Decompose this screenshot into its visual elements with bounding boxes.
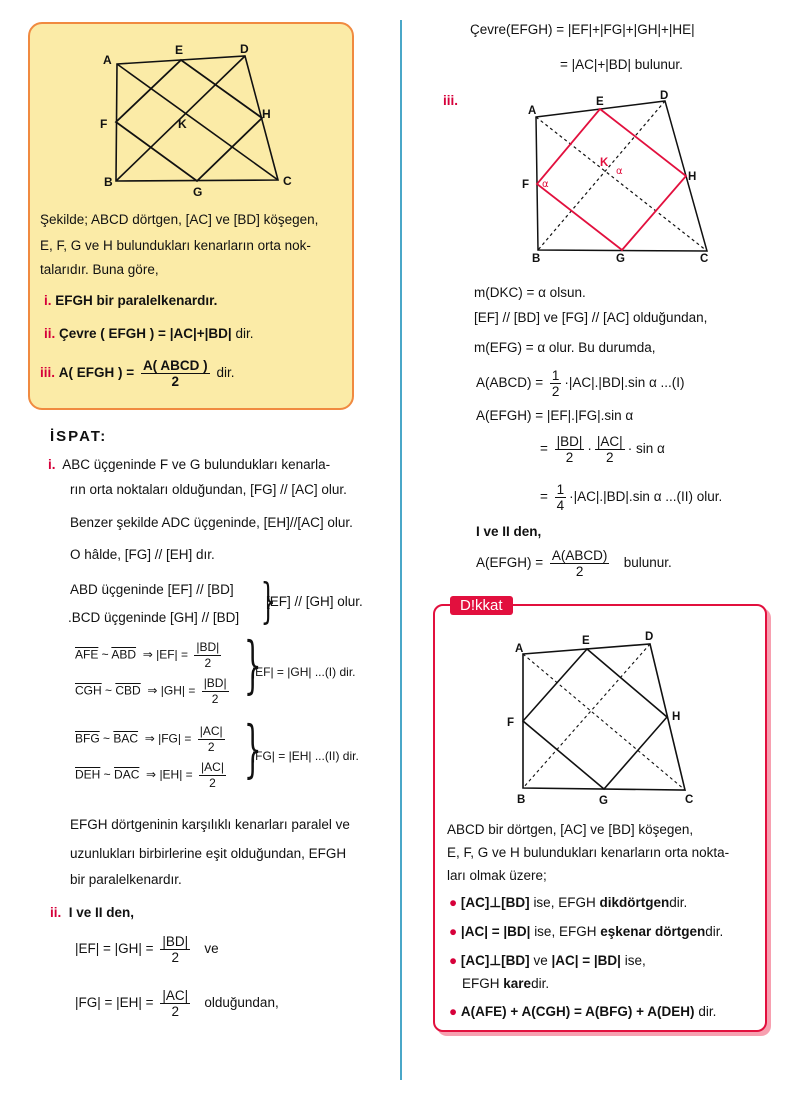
label-K: K <box>600 157 609 169</box>
proof-deh-row: $\overline{DEH}$ ~ $\overline{DAC}$ ⇒ |EH| = $\frac{|AC|}{2}$ <box>75 760 224 790</box>
proof-p3: bir paralelkenardır. <box>70 872 182 887</box>
dikkat-t1: ABCD bir dörtgen, [AC] ve [BD] köşegen, <box>447 822 694 837</box>
quadrilateral-figure-3 <box>505 630 715 810</box>
proof-i-line2: rın orta noktaları olduğundan, [FG] // [AC] olur. <box>70 482 347 497</box>
dikkat-bullet-2: ● |AC| = |BD| ise, EFGH eşkenar dörtgendir. <box>449 924 724 939</box>
proof-p1: EFGH dörtgeninin karşılıklı kenarları paralel ve <box>70 817 350 832</box>
m-line-3: m(EFG) = α olur. Bu durumda, <box>474 340 656 355</box>
dikkat-bullet-3: ● [AC]⊥[BD] ve |AC| = |BD| ise, <box>449 953 646 968</box>
proof-cgh-row: $\overline{CGH}$ ~ $\overline{CBD}$ ⇒ |GH| = $\frac{|BD|}{2}$ <box>75 676 227 706</box>
label-B: B <box>517 794 526 806</box>
cevre-line-2: = |AC|+|BD| bulunur. <box>560 57 683 72</box>
right-iv: I ve II den, <box>476 524 542 539</box>
box1-desc-3: talarıdır. Buna göre, <box>40 262 159 277</box>
label-G: G <box>599 795 608 807</box>
alpha-k: α <box>616 166 623 177</box>
box1-item-i: i. EFGH bir paralelkenardır. <box>44 293 218 308</box>
label-C: C <box>283 174 292 188</box>
quadrilateral-figure-1 <box>95 40 305 200</box>
proof-ii: ii. I ve II den, <box>50 905 135 920</box>
label-A: A <box>103 53 112 67</box>
right-iii-num: iii. <box>443 93 459 108</box>
box1-desc-2: E, F, G ve H bulundukları kenarların orta nok- <box>40 238 311 253</box>
label-H: H <box>672 711 681 723</box>
brace-3: } <box>243 712 262 785</box>
label-C: C <box>700 253 709 265</box>
label-G: G <box>193 185 203 199</box>
proof-bcd: .BCD üçgeninde [GH] // [BD] <box>68 610 240 625</box>
label-H: H <box>262 107 271 121</box>
label-C: C <box>685 794 694 806</box>
label-E: E <box>582 635 590 647</box>
area-eq-2: A(EFGH) = |EF|.|FG|.sin α <box>476 408 634 423</box>
label-A: A <box>515 643 524 655</box>
dikkat-t3: ları olmak üzere; <box>447 868 547 883</box>
column-divider <box>400 20 402 1080</box>
label-D: D <box>240 42 249 56</box>
m-line-1: m(DKC) = α olsun. <box>474 285 586 300</box>
proof-eq2: |FG| = |EH| = $\frac{|AC|}{2}$ olduğundan, <box>75 988 279 1019</box>
dikkat-bullet-4: ● A(AFE) + A(CGH) = A(BFG) + A(DEH) dir. <box>449 1004 717 1019</box>
brace-2: } <box>243 628 262 701</box>
label-H: H <box>688 171 697 183</box>
dikkat-t2: E, F, G ve H bulundukları kenarların orta nokta- <box>447 845 730 860</box>
proof-result-2: |FG| = |EH| ...(II) dir. <box>252 749 359 763</box>
proof-eq1: |EF| = |GH| = $\frac{|BD|}{2}$ ve <box>75 934 219 965</box>
label-E: E <box>175 43 184 57</box>
final-eq: A(EFGH) = $\frac{\text{A(ABCD)}}{2}$ bulunur. <box>476 548 672 579</box>
proof-i-line3: Benzer şekilde ADC üçgeninde, [EH]//[AC] olur. <box>70 515 353 530</box>
brace-1: } <box>260 573 276 629</box>
proof-i-line1: i. ABC üçgeninde F ve G bulundukları kenarla- <box>48 457 331 472</box>
cevre-line-1: Çevre(EFGH) = |EF|+|FG|+|GH|+|HE| <box>470 22 695 37</box>
area-eq-4: = $\frac{1}{4}$ ·|AC|.|BD|.sin α ...(II) olur. <box>540 482 723 513</box>
proof-title: İSPAT: <box>50 428 108 445</box>
area-eq-1: A(ABCD) = $\frac{1}{2}$ ·|AC|.|BD|.sin α ...(I) <box>476 368 685 399</box>
m-line-2: [EF] // [BD] ve [FG] // [AC] olduğundan, <box>474 310 708 325</box>
box1-desc-1: Şekilde; ABCD dörtgen, [AC] ve [BD] köşegen, <box>40 212 319 227</box>
box1-item-iii: iii. A( EFGH ) = $\frac{\text{A( ABCD )}}{2}$ dir. <box>40 358 235 389</box>
dikkat-tag: D!kkat <box>450 596 513 615</box>
label-F: F <box>507 717 515 729</box>
label-B: B <box>532 253 541 265</box>
proof-result-1: |EF| = |GH| ...(I) dir. <box>252 665 356 679</box>
label-D: D <box>660 90 669 102</box>
proof-ef-gh: [EF] // [GH] olur. <box>266 594 363 609</box>
label-E: E <box>596 96 604 108</box>
proof-afe-row: $\overline{AFE}$ ~ $\overline{ABD}$ ⇒ |EF| = $\frac{|BD|}{2}$ <box>75 640 220 670</box>
proof-bfg-row: $\overline{BFG}$ ~ $\overline{BAC}$ ⇒ |FG| = $\frac{|AC|}{2}$ <box>75 724 223 754</box>
proof-i-line4: O hâlde, [FG] // [EH] dır. <box>70 547 215 562</box>
label-F: F <box>100 117 108 131</box>
proof-p2: uzunlukları birbirlerine eşit olduğundan, EFGH <box>70 846 347 861</box>
box1-item-ii: ii. Çevre ( EFGH ) = |AC|+|BD| dir. <box>44 326 254 341</box>
label-B: B <box>104 175 113 189</box>
label-K: K <box>178 117 187 131</box>
dikkat-bullet-1: ● [AC]⊥[BD] ise, EFGH dikdörtgendir. <box>449 895 688 910</box>
proof-abd: ABD üçgeninde [EF] // [BD] <box>70 582 234 597</box>
dikkat-bullet-3b: EFGH karedir. <box>462 976 550 991</box>
label-A: A <box>528 105 537 117</box>
label-G: G <box>616 253 625 265</box>
label-D: D <box>645 631 654 643</box>
area-eq-3: = $\frac{|BD|}{2}$ · $\frac{|AC|}{2}$ · sin α <box>540 434 665 465</box>
quadrilateral-figure-2 <box>520 88 720 268</box>
alpha-f: α <box>542 179 549 190</box>
label-F: F <box>522 179 530 191</box>
